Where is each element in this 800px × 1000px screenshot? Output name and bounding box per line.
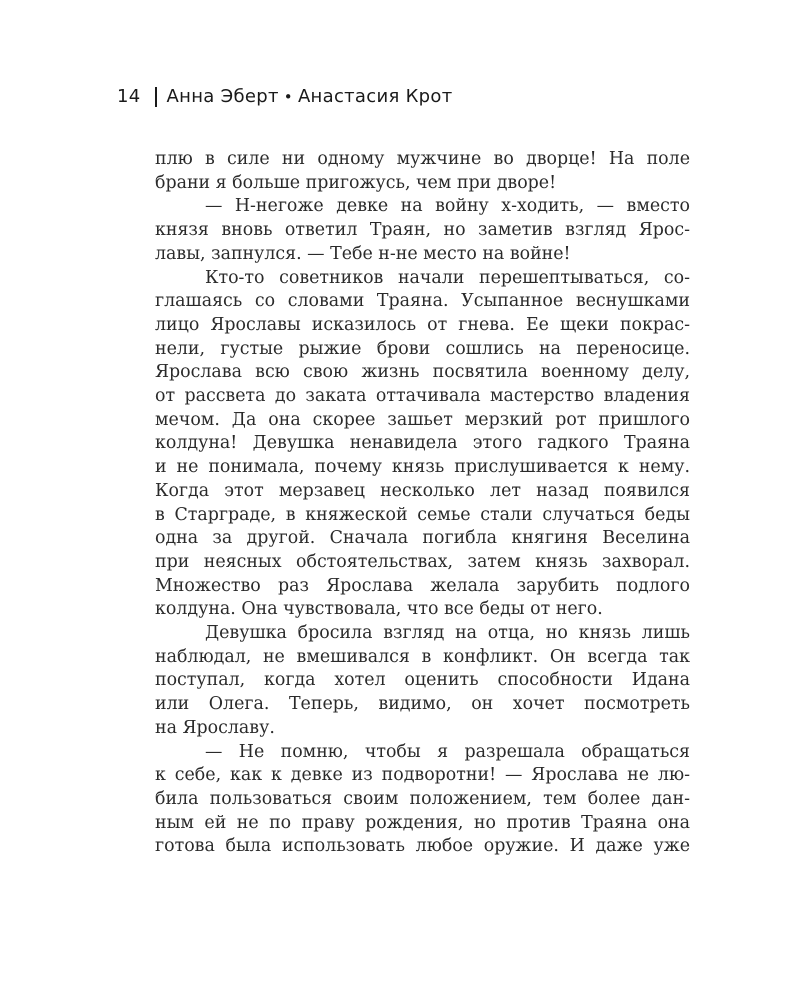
text-line: при неясных обстоятельствах, затем князь захворал. (155, 551, 690, 572)
text-line: или Олега. Теперь, видимо, он хочет посмотреть (155, 694, 690, 715)
author-name-1: Анна Эберт (166, 86, 279, 107)
header-divider (155, 87, 157, 107)
text-line: Когда этот мерзавец несколько лет назад появился (155, 480, 690, 501)
text-line: — Н-негоже девке на войну х-ходить, — вместо (205, 196, 690, 217)
text-line: лицо Ярославы исказилось от гнева. Ее щеки покрас- (155, 314, 690, 335)
text-line: одна за другой. Сначала погибла княгиня Веселина (155, 528, 690, 549)
text-line: мечом. Да она скорее зашьет мерзкий рот пришлого (155, 409, 690, 430)
text-line: плю в силе ни одному мужчине во дворце! На поле (155, 149, 690, 169)
text-line: била пользоваться своим положением, тем более дан- (155, 788, 690, 809)
text-line: Девушка бросила взгляд на отца, но князь лишь (205, 623, 690, 644)
text-line: нели, густые рыжие брови сошлись на переносице. (155, 338, 690, 359)
text-line: к себе, как к девке из подворотни! — Ярослава не лю- (155, 765, 690, 786)
body-text (155, 148, 690, 859)
text-line: Множество раз Ярослава желала зарубить подлого (155, 575, 690, 596)
text-line: колдуна. Она чувствовала, что все беды от него. (155, 599, 603, 620)
text-line: Кто-то советников начали перешептываться, со- (205, 267, 690, 288)
text-line: наблюдал, не вмешивался в конфликт. Он всегда так (155, 646, 690, 667)
text-line: глашаясь со словами Траяна. Усыпанное веснушками (155, 291, 690, 312)
text-line: поступал, когда хотел оценить способности Идана (155, 670, 690, 691)
text-line: — Не помню, чтобы я разрешала обращаться (205, 741, 690, 762)
bullet-separator: • (283, 87, 293, 106)
text-line: князя вновь ответил Траян, но заметив взгляд Ярос- (155, 220, 690, 241)
running-header (117, 86, 453, 107)
text-line: в Старграде, в княжеской семье стали случаться беды (155, 504, 690, 525)
text-line: от рассвета до заката оттачивала мастерство владения (155, 386, 690, 407)
text-line: колдуна! Девушка ненавидела этого гадкого Траяна (155, 433, 690, 454)
text-line: Ярослава всю свою жизнь посвятила военному делу, (155, 362, 690, 383)
text-line: и не понимала, почему князь прислушивается к нему. (155, 457, 690, 478)
text-line: ным ей не по праву рождения, но против Траяна она (155, 812, 690, 833)
text-line: на Ярославу. (155, 717, 275, 738)
page-number: 14 (117, 86, 141, 107)
text-line: лавы, запнулся. — Тебе н-не место на войне! (155, 243, 571, 264)
author-name-2: Анастасия Крот (297, 86, 453, 107)
text-line: готова была использовать любое оружие. И даже уже (155, 836, 690, 857)
text-line: брани я больше пригожусь, чем при дворе! (155, 172, 557, 193)
